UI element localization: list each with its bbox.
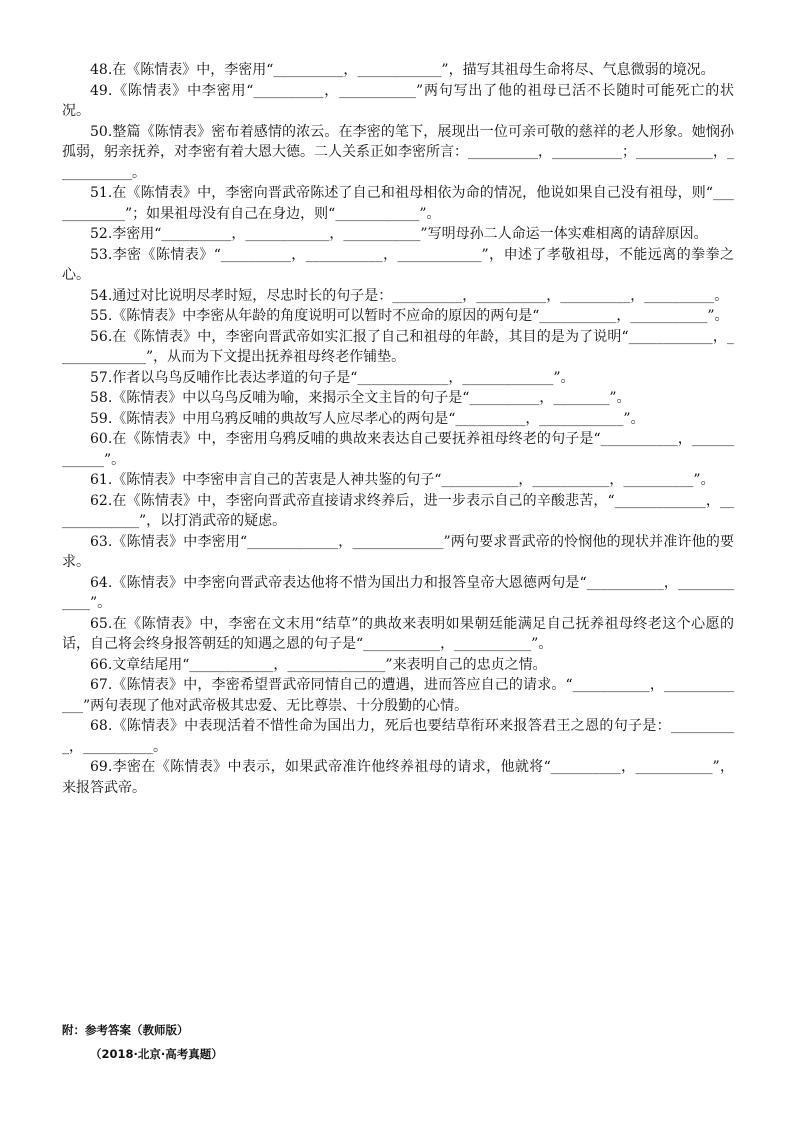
question-48: 48.在《陈情表》中，李密用“__________，____________”，描写其祖母生命将尽、气息微弱的境况。 <box>90 62 715 78</box>
answer-footer <box>62 1018 734 1066</box>
question-62: 62.在《陈情表》中，李密向晋武帝直接请求终养后，进一步表示自己的辛酸悲苦，“_____________，_____________”，以打消武帝的疑虑。 <box>62 492 734 529</box>
question-69: 69.李密在《陈情表》中表示，如果武帝准许他终养祖母的请求，他就将“__________，___________”，来报答武帝。 <box>62 759 734 796</box>
question-65: 65.在《陈情表》中，李密在文末用“结草”的典故来表明如果朝廷能满足自己抚养祖母终老这个心愿的话，自己将会终身报答朝廷的知遇之恩的句子是“___________，___________”。 <box>62 615 734 652</box>
question-66: 66.文章结尾用“____________，______________”来表明自己的忠贞之情。 <box>90 656 547 673</box>
question-63: 63.《陈情表》中李密用“_____________，_____________”两句要求晋武帝的怜悯他的现状并准许他的要求。 <box>62 533 734 570</box>
question-list <box>62 60 734 798</box>
question-55: 55.《陈情表》中李密从年龄的角度说明可以暂时不应命的原因的两句是“___________，___________”。 <box>90 308 729 324</box>
question-53: 53.李密《陈情表》“__________，___________，____________”，申述了孝敬祖母，不能远离的拳拳之心。 <box>62 246 734 283</box>
question-64: 64.《陈情表》中李密向晋武帝表达他将不惜为国出力和报答皇帝大恩德两句是“___________，____________”。 <box>62 574 734 611</box>
question-54: 54.通过对比说明尽孝时短，尽忠时长的句子是：__________，__________，__________，__________。 <box>90 287 729 304</box>
source-note: （2018·北京·高考真题） <box>90 1047 223 1061</box>
question-68: 68.《陈情表》中表现活着不惜性命为国出力，死后也要结草衔环来报答君王之恩的句子是：__________，__________。 <box>62 718 734 755</box>
question-49: 49.《陈情表》中李密用“__________，___________”两句写出了他的祖母已活不长随时可能死亡的状况。 <box>62 82 734 119</box>
question-58: 58.《陈情表》中以乌鸟反哺为喻，来揭示全文主旨的句子是“__________，________”。 <box>90 390 631 406</box>
answer-key-label: 附：参考答案（教师版） <box>62 1023 189 1037</box>
question-59: 59.《陈情表》中用乌鸦反哺的典故写人应尽孝心的两句是“__________，____________”。 <box>90 410 645 427</box>
question-50: 50.整篇《陈情表》密布着感情的浓云。在李密的笔下，展现出一位可亲可敬的慈祥的老人形象。她悯孙孤弱，躬亲抚养，对李密有着大恩大德。二人关系正如李密所言：__________，__________；___________，___________。 <box>62 123 734 181</box>
question-57: 57.作者以乌鸟反哺作比表达孝道的句子是“_____________，_____________”。 <box>90 369 575 386</box>
question-67: 67.《陈情表》中，李密希望晋武帝同情自己的遭遇，进而答应自己的请求。“___________，_____________”两句表现了他对武帝极其忠爱、无比尊崇、十分殷勤的心情。 <box>62 677 734 714</box>
question-60: 60.在《陈情表》中，李密用乌鸦反哺的典故来表达自己要抚养祖母终老的句子是“___________，____________”。 <box>62 431 734 468</box>
question-52: 52.李密用“__________，____________，___________”写明母孙二人命运一体实难相离的请辞原因。 <box>90 226 708 242</box>
question-61: 61.《陈情表》中李密申言自己的苦衷是人神共鉴的句子“___________，___________，__________”。 <box>90 472 715 488</box>
question-51: 51.在《陈情表》中，李密向晋武帝陈述了自己和祖母相依为命的情况，他说如果自己没有祖母，则“____________”；如果祖母没有自己在身边，则“____________”。 <box>62 185 734 222</box>
question-56: 56.在《陈情表》中，李密向晋武帝如实汇报了自己和祖母的年龄，其目的是为了说明“____________，_____________”，从而为下文提出抚养祖母终老作铺垫。 <box>62 328 734 365</box>
